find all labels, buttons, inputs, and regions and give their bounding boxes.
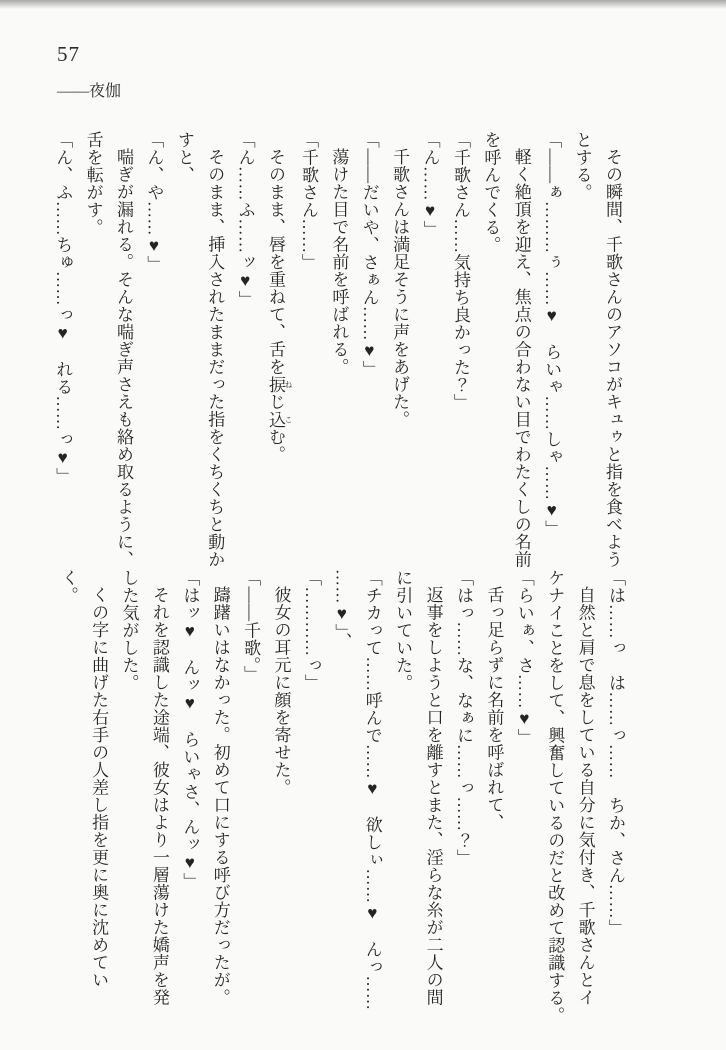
text-column: 彼女の耳元に顔を寄せた。 [271, 586, 291, 796]
text-column: とする。 [572, 131, 592, 201]
text-column: 蕩けた目で名前を呼ばれる。 [329, 148, 349, 376]
text-column: 千歌さんは満足そうに声をあげた。 [390, 148, 410, 428]
lower-text-block [52, 569, 630, 1031]
text-column: くの字に曲げた右手の人差し指を更に奥に沈めてい [89, 586, 109, 989]
text-column: 返事をしようと口を離すとまた、淫らな糸が二人の間 [423, 586, 443, 1006]
text-column: すと、 [174, 131, 194, 184]
text-column: 自然と肩で息をしている自分に気付き、千歌さんとイ [575, 586, 595, 1006]
text-column: 「——千歌。」 [241, 569, 261, 683]
text-column: 躊躇いはなかった。初めて口にする呼び方だったが。 [210, 586, 230, 1006]
text-column: 「千歌さん……」 [298, 131, 318, 271]
text-column: 「は……っ は……っ…… ちか、さん……」 [606, 569, 625, 937]
text-column: 「ん……♥」 [420, 131, 440, 238]
text-column: 「チカって……呼んで……♥ 欲しぃ……♥ んっ…… [362, 569, 382, 1011]
text-column: ……♥」、 [332, 569, 352, 650]
scan-edge-shadow [0, 0, 726, 9]
page-header [57, 42, 121, 101]
text-column: その瞬間、千歌さんのアソコがキュゥと指を食べよう [603, 148, 622, 568]
text-column: 「らいぁ、さ……♥」 [514, 569, 534, 746]
text-column: そのまま、唇を重ねて、舌を捩 ねじ込 こむ。 [266, 148, 294, 463]
chapter-title: ——夜伽 [57, 83, 122, 100]
text-column: 「——ぁ………ぅ……♥ らいゃ……しゃ……♥」 [542, 131, 562, 538]
text-column: した気がした。 [119, 569, 139, 692]
text-column: 「ん、ふ……ちゅ……っ♥ れる……っ♥」 [53, 131, 73, 485]
text-column: 軽く絶頂を迎え、焦点の合わない目でわたくしの名前 [511, 148, 531, 568]
text-column: ケナイことをして、興奮しているのだと改めて認識する。 [545, 569, 565, 1024]
text-column: 「——だいや、さぁん……♥」 [359, 131, 379, 378]
text-column: 「はッ♥ んッ♥ らいゃさ、んッ♥」 [180, 569, 200, 890]
page-number: 57 [57, 42, 80, 66]
text-column: 「ん、や……♥」 [144, 131, 164, 273]
text-column: 舌を転がす。 [83, 131, 103, 236]
text-column: 舌っ足らずに名前を呼ばれて、 [484, 586, 504, 831]
text-column: に引いていた。 [393, 569, 413, 692]
text-column: 「ん……ふ……ッ♥」 [235, 131, 255, 308]
text-column: く。 [58, 569, 78, 604]
text-column: 喘ぎが漏れる。そんな喘ぎ声さえも絡め取るように、 [114, 148, 133, 568]
text-column: 「千歌さん……気持ち良かった？」 [450, 131, 470, 411]
upper-text-block [47, 131, 627, 568]
text-column: そのまま、挿入されたままだった指をくちくちと動か [205, 148, 225, 568]
text-column: 「はっ……な、なぁに……っ……？」 [453, 569, 473, 867]
text-column: 「…………っ」 [301, 569, 321, 692]
text-column: を呼んでくる。 [481, 131, 501, 254]
text-column: それを認識した途端、彼女はより一層蕩けた嬌声を発 [149, 586, 169, 1006]
